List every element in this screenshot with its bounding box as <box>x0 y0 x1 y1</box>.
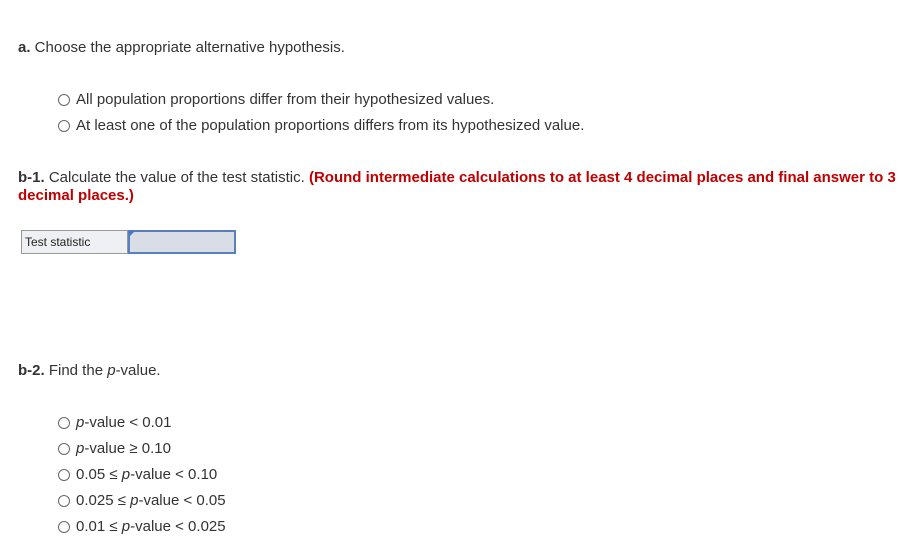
radio-button[interactable] <box>58 94 70 106</box>
radio-button[interactable] <box>58 120 70 132</box>
question-b2-title: b-2. Find the p-value. <box>18 362 161 379</box>
option-b2-4[interactable]: 0.025 ≤ p-value < 0.05 <box>58 492 226 509</box>
radio-button[interactable] <box>58 521 70 533</box>
test-statistic-row <box>21 230 236 254</box>
rounding-instruction: (Round intermediate calculations to at least 4 decimal places and final answer to 3 <box>308 169 896 186</box>
option-b2-5[interactable]: 0.01 ≤ p-value < 0.025 <box>58 518 226 535</box>
input-flag-icon <box>129 231 135 237</box>
test-statistic-input[interactable] <box>128 230 236 254</box>
rounding-instruction-cont: decimal places.) <box>18 187 134 204</box>
option-b2-1[interactable]: p-value < 0.01 <box>58 414 172 431</box>
radio-button[interactable] <box>58 417 70 429</box>
question-b1-title: b-1. Calculate the value of the test statistic. (Round intermediate calculations to at least 4 decimal places and final answer to 3 <box>18 169 896 186</box>
radio-button[interactable] <box>58 443 70 455</box>
test-statistic-label: Test statistic <box>21 230 128 254</box>
radio-button[interactable] <box>58 495 70 507</box>
question-a-title: a. Choose the appropriate alternative hypothesis. <box>18 39 345 56</box>
option-a-all-differ[interactable]: All population proportions differ from their hypothesized values. <box>58 91 494 108</box>
radio-button[interactable] <box>58 469 70 481</box>
option-b2-3[interactable]: 0.05 ≤ p-value < 0.10 <box>58 466 217 483</box>
option-b2-2[interactable]: p-value ≥ 0.10 <box>58 440 171 457</box>
option-a-at-least-one[interactable]: At least one of the population proportions differs from its hypothesized value. <box>58 117 584 134</box>
